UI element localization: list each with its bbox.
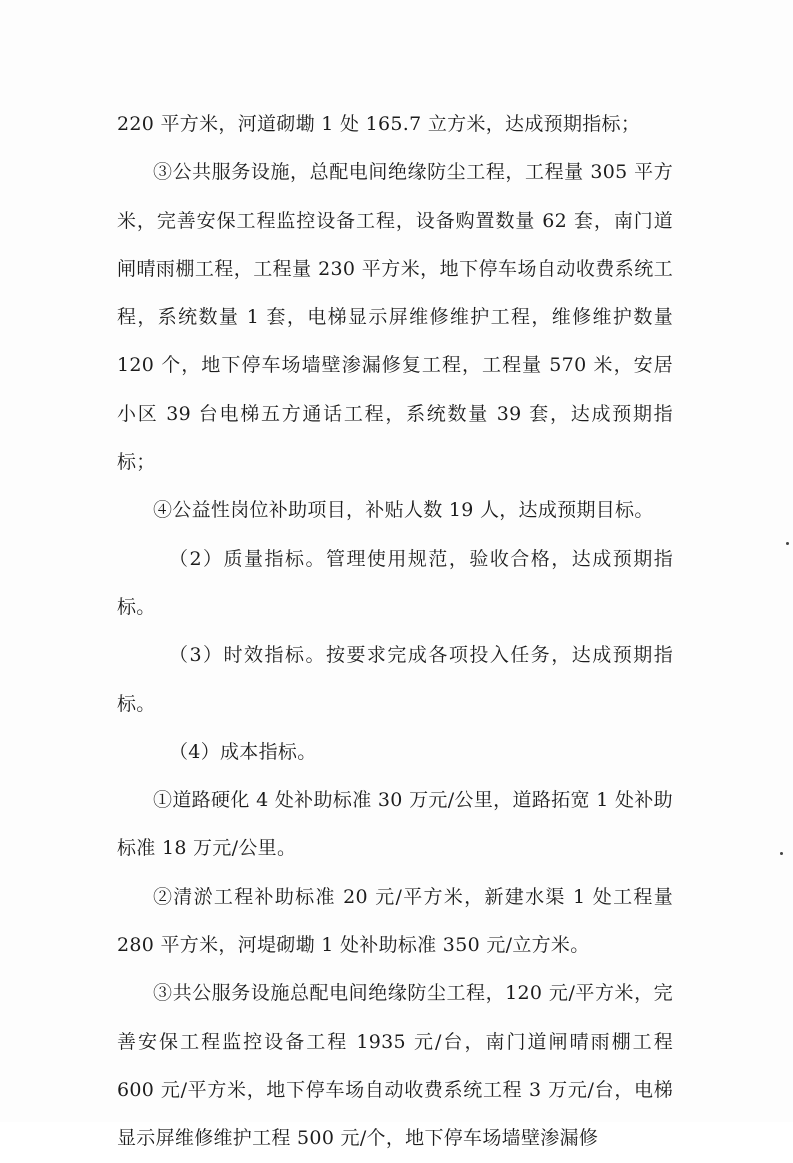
- paragraph-timeliness-indicator: （3）时效指标。按要求完成各项投入任务，达成预期指标。: [117, 644, 673, 715]
- paragraph-quality-indicator: （2）质量指标。管理使用规范，验收合格，达成预期指标。: [117, 547, 673, 618]
- paragraph-cost-indicator: （4）成本指标。: [169, 740, 317, 763]
- paragraph-dredging-cost: ②清淤工程补助标准 20 元/平方米，新建水渠 1 处工程量 280 平方米，河堤砌墈 1 处补助标准 350 元/立方米。: [117, 885, 673, 957]
- paragraph-facilities-cost: ③共公服务设施总配电间绝缘防尘工程，120 元/平方米，完善安保工程监控设备工程 1935 元/台，南门道闸晴雨棚工程 600 元/平方米，地下停车场自动收费系统工程 3 万元/台，电梯显示屏维修维护工程 500 元/个，地下停车场墙壁渗漏修: [117, 982, 673, 1150]
- body-text: [117, 100, 673, 1163]
- paragraph-public-facilities: ③公共服务设施，总配电间绝缘防尘工程，工程量 305 平方米，完善安保工程监控设备工程，设备购置数量 62 套，南门道闸晴雨棚工程，工程量 230 平方米，地下停车场自动收费系统工程，系统数量 1 套，电梯显示屏维修维护工程，维修维护数量 120 个，地下停车场墙壁渗漏修复工程，工程量 570 米，安居小区 39 台电梯五方通话工程，系统数量 39 套，达成预期指标；: [117, 161, 673, 474]
- paragraph-public-welfare-posts: ④公益性岗位补助项目，补贴人数 19 人，达成预期目标。: [153, 499, 654, 522]
- scan-dot: [786, 542, 789, 545]
- scan-dot: [780, 852, 783, 855]
- paragraph-continuation: 220 平方米，河道砌墈 1 处 165.7 立方米，达成预期指标；: [117, 113, 641, 135]
- paragraph-road-cost: ①道路硬化 4 处补助标准 30 万元/公里，道路拓宽 1 处补助标准 18 万元/公里。: [117, 789, 673, 860]
